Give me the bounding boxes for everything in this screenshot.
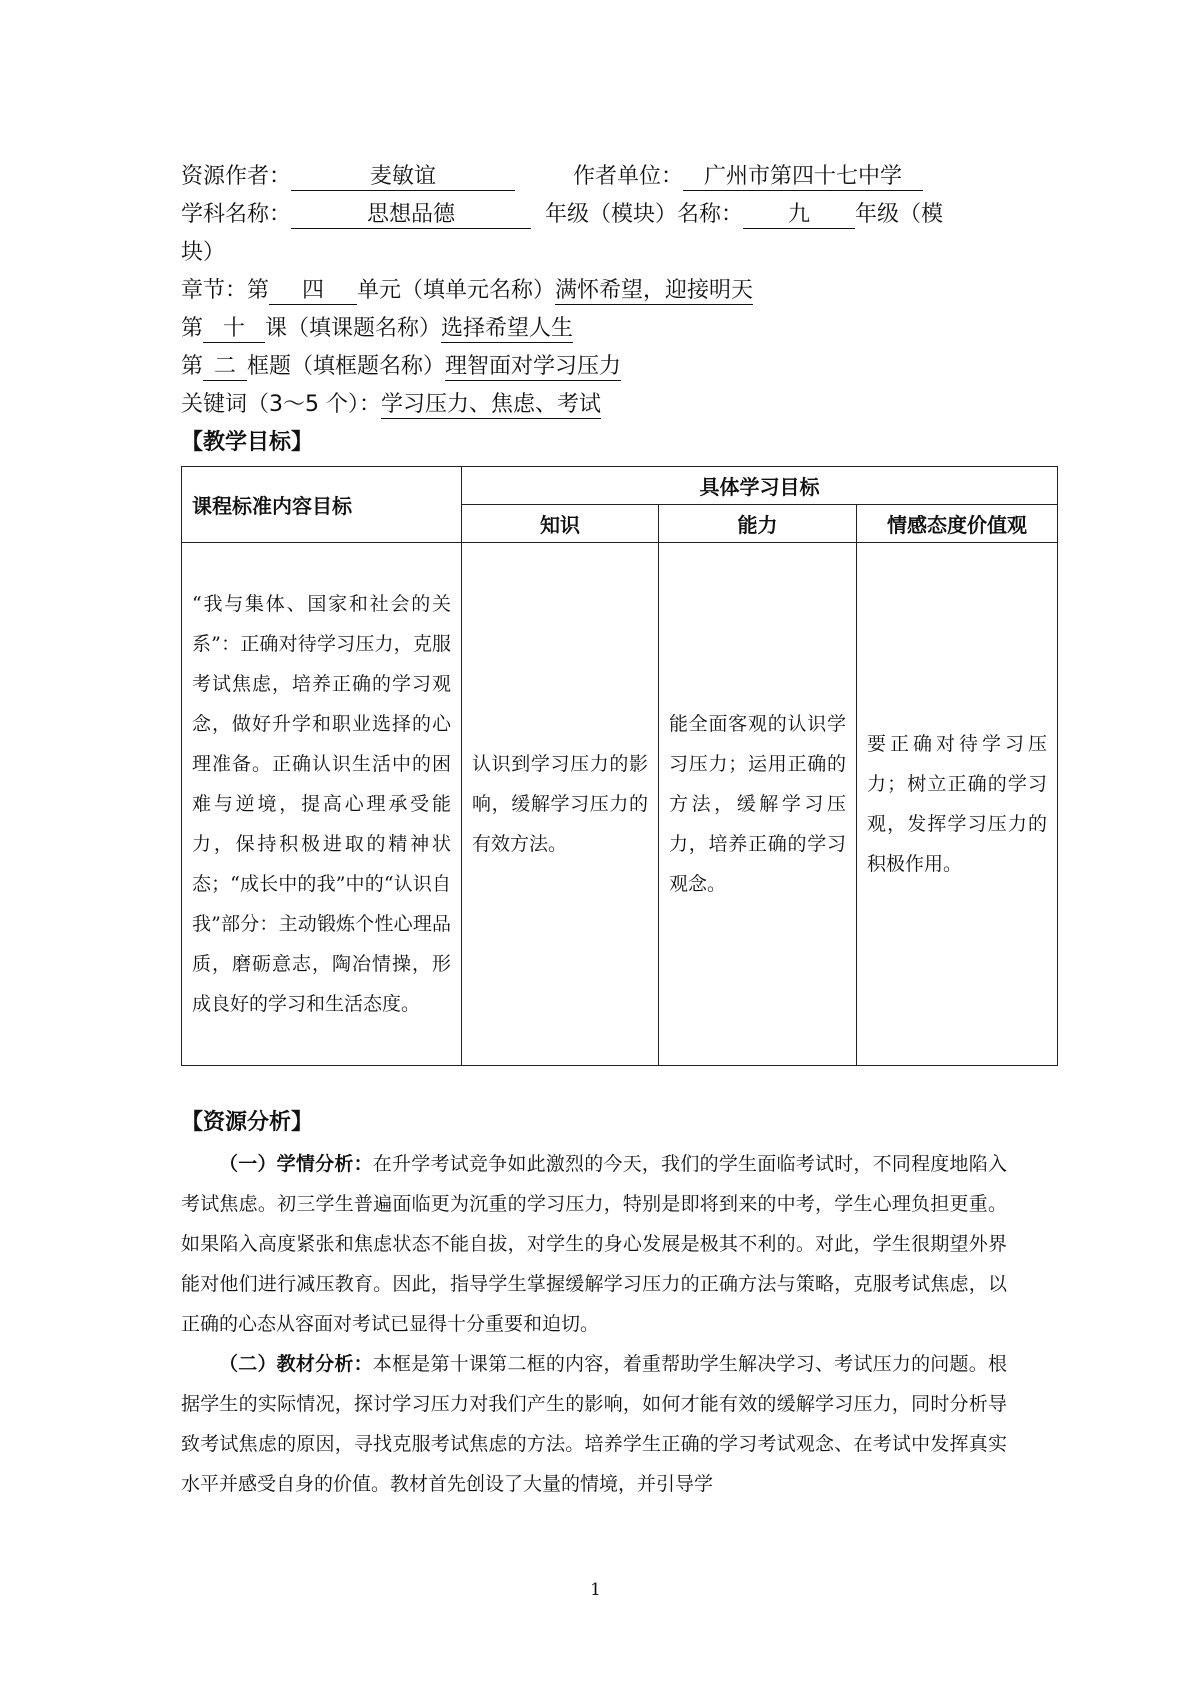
lesson-name: 选择希望人生: [441, 316, 574, 341]
grade-suffix-line: [181, 234, 1021, 272]
goals-header-row: [182, 467, 1058, 505]
frame-number: 二: [203, 354, 247, 381]
grade-suffix-2: 块）: [181, 240, 226, 265]
emotion-text: 要正确对待学习压力；树立正确的学习观，发挥学习压力的积极作用。: [867, 733, 1048, 875]
analysis-heading: 【资源分析】: [181, 1110, 314, 1135]
standard-column-header: 课程标准内容目标: [182, 467, 462, 543]
material-analysis-text: 本框是第十课第二框的内容，着重帮助学生解决学习、考试压力的问题。根据学生的实际情况，探讨学习压力对我们产生的影响，如何才能有效的缓解学习压力，同时分析导致考试焦虑的原因，寻找克服考试焦虑的方法。培养学生正确的学习考试观念、在考试中发挥真实水平并感受自身的价值。教材首先创设了大量的情境，并引导学: [181, 1353, 1007, 1495]
author-value: 麦敏谊: [291, 164, 515, 191]
ability-cell: [659, 543, 857, 1066]
chapter-number: 四: [269, 278, 357, 305]
standard-text: “我与集体、国家和社会的关系”：正确对待学习压力，克服考试焦虑，培养正确的学习观念，做好升学和职业选择的心理准备。正确认识生活中的困难与逆境，提高心理承受能力，保持积极进取的精神状态；“成长中的我”中的“认识自我”部分：主动锻炼个性心理品质，磨砺意志，陶冶情操，形成良好的学习和生活态度。: [192, 593, 451, 1015]
goals-body-row: [182, 543, 1058, 1066]
lesson-line: [181, 310, 1021, 348]
knowledge-cell: [462, 543, 659, 1066]
material-analysis-paragraph: [181, 1344, 1007, 1504]
ability-column-header: 能力: [659, 505, 857, 543]
grade-label: 年级（模块）名称：: [545, 202, 744, 227]
learner-analysis-label: （一）学情分析：: [219, 1153, 373, 1175]
lesson-mid: 课（填课题名称）: [265, 316, 442, 341]
frame-mid: 框题（填框题名称）: [247, 354, 446, 379]
keywords-label: 关键词（3～5 个）：: [181, 392, 381, 417]
page-number: 1: [590, 1580, 601, 1600]
grade-value: 九: [743, 202, 855, 229]
keywords-value: 学习压力、焦虑、考试: [381, 392, 602, 417]
author-line: [181, 158, 1021, 196]
author-label: 资源作者：: [181, 164, 292, 189]
emotion-column-header: 情感态度价值观: [857, 505, 1058, 543]
lesson-number: 十: [203, 316, 265, 343]
ability-text: 能全面客观的认识学习压力；运用正确的方法，缓解学习压力，培养正确的学习观念。: [669, 713, 846, 895]
unit-value: 广州市第四十七中学: [683, 164, 923, 191]
standard-cell: [182, 543, 462, 1066]
chapter-line: [181, 272, 1021, 310]
unit-label: 作者单位：: [573, 164, 684, 189]
subject-label: 学科名称：: [181, 202, 292, 227]
material-analysis-label: （二）教材分析：: [219, 1353, 373, 1375]
frame-name: 理智面对学习压力: [445, 354, 622, 379]
goals-table: [181, 466, 1058, 1066]
specific-column-header: 具体学习目标: [462, 467, 1058, 505]
emotion-cell: [857, 543, 1058, 1066]
learner-analysis-text: 在升学考试竞争如此激烈的今天，我们的学生面临考试时，不同程度地陷入考试焦虑。初三学生普遍面临更为沉重的学习压力，特别是即将到来的中考，学生心理负担更重。如果陷入高度紧张和焦虑状态不能自拔，对学生的身心发展是极其不利的。对此，学生很期望外界能对他们进行减压教育。因此，指导学生掌握缓解学习压力的正确方法与策略，克服考试焦虑，以正确的心态从容面对考试已显得十分重要和迫切。: [181, 1153, 1007, 1335]
subject-line: [181, 196, 1021, 234]
knowledge-text: 认识到学习压力的影响，缓解学习压力的有效方法。: [472, 753, 648, 855]
lesson-prefix: 第: [181, 316, 204, 341]
chapter-mid: 单元（填单元名称）: [357, 278, 556, 303]
knowledge-column-header: 知识: [462, 505, 659, 543]
chapter-prefix: 章节：第: [181, 278, 270, 303]
frame-line: [181, 348, 1021, 386]
chapter-name: 满怀希望，迎接明天: [555, 278, 754, 303]
learner-analysis-paragraph: [181, 1144, 1007, 1344]
keywords-line: [181, 386, 1021, 424]
goals-heading: 【教学目标】: [181, 430, 314, 455]
subject-value: 思想品德: [291, 202, 531, 229]
grade-suffix: 年级（模: [855, 202, 944, 227]
frame-prefix: 第: [181, 354, 204, 379]
